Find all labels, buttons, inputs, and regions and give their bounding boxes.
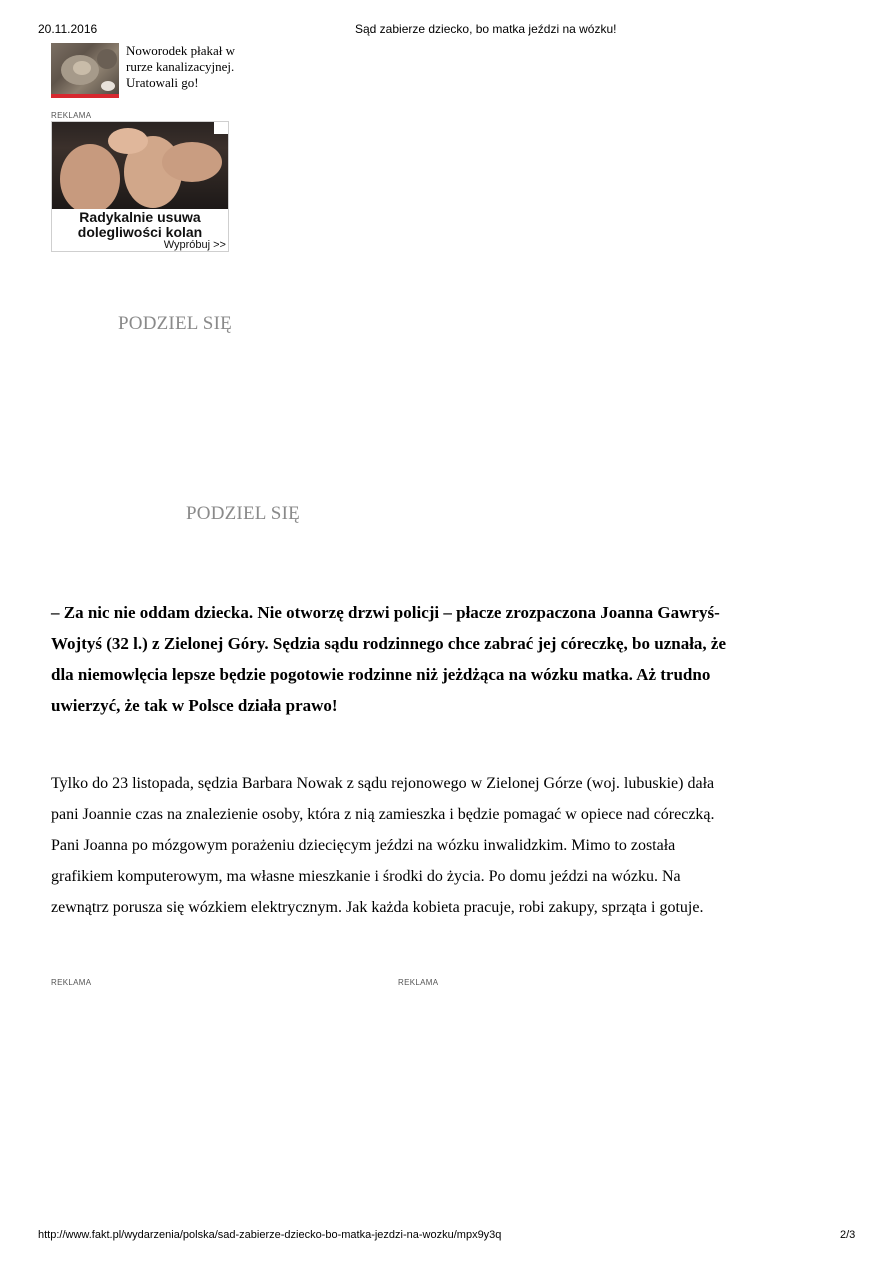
ad-label: REKLAMA <box>51 111 92 120</box>
ad-cta-link[interactable]: Wypróbuj >> <box>163 239 226 251</box>
page-number: 2/3 <box>840 1229 856 1241</box>
page-url: http://www.fakt.pl/wydarzenia/polska/sad-zabierze-dziecko-bo-matka-jezdzi-na-wozku/mpx9y3q <box>38 1229 502 1241</box>
ad-label-left: REKLAMA <box>51 978 92 987</box>
ad-image <box>52 122 228 209</box>
share-button[interactable]: PODZIEL SIĘ <box>118 313 232 334</box>
article-lead: – Za nic nie oddam dziecka. Nie otworzę drzwi policji – płacze zrozpaczona Joanna Gawryś-Wojtyś (32 l.) z Zielonej Góry. Sędzia sądu rodzinnego chce zabrać jej córeczkę, bo uznała, że dla niemowlęcia lepsze będzie pogotowie rodzinne niż jeżdżąca na wózku matka. Aż trudno uwierzyć, że tak w Polsce działa prawo! <box>51 603 727 715</box>
article-body: Tylko do 23 listopada, sędzia Barbara Nowak z sądu rejonowego w Zielonej Górze (woj. lubuskie) dała pani Joannie czas na znalezienie osoby, która z nią zamieszka i będzie pomagać w opiece nad córeczką. Pani Joanna po mózgowym porażeniu dziecięcym jeździ na wózku inwalidzkim. Mimo to została grafikiem komputerowym, ma własne mieszkanie i środki do życia. Po domu jeździ na wózku. Na zewnątrz porusza się wózkiem elektrycznym. Jak każda kobieta pracuje, robi zakupy, sprząta i gotuje. <box>51 775 715 916</box>
promo-link[interactable]: Noworodek płakał w rurze kanalizacyjnej. Uratowali go! <box>126 43 236 90</box>
page-title: Sąd zabierze dziecko, bo matka jeździ na wózku! <box>355 22 617 36</box>
ad-caption: Radykalnie usuwa dolegliwości kolan <box>77 209 203 240</box>
ad-label-right: REKLAMA <box>398 978 439 987</box>
print-date: 20.11.2016 <box>38 22 98 36</box>
share-button-secondary[interactable]: PODZIEL SIĘ <box>186 503 300 524</box>
ad-banner[interactable] <box>51 121 229 252</box>
promo-thumbnail[interactable] <box>51 43 119 98</box>
